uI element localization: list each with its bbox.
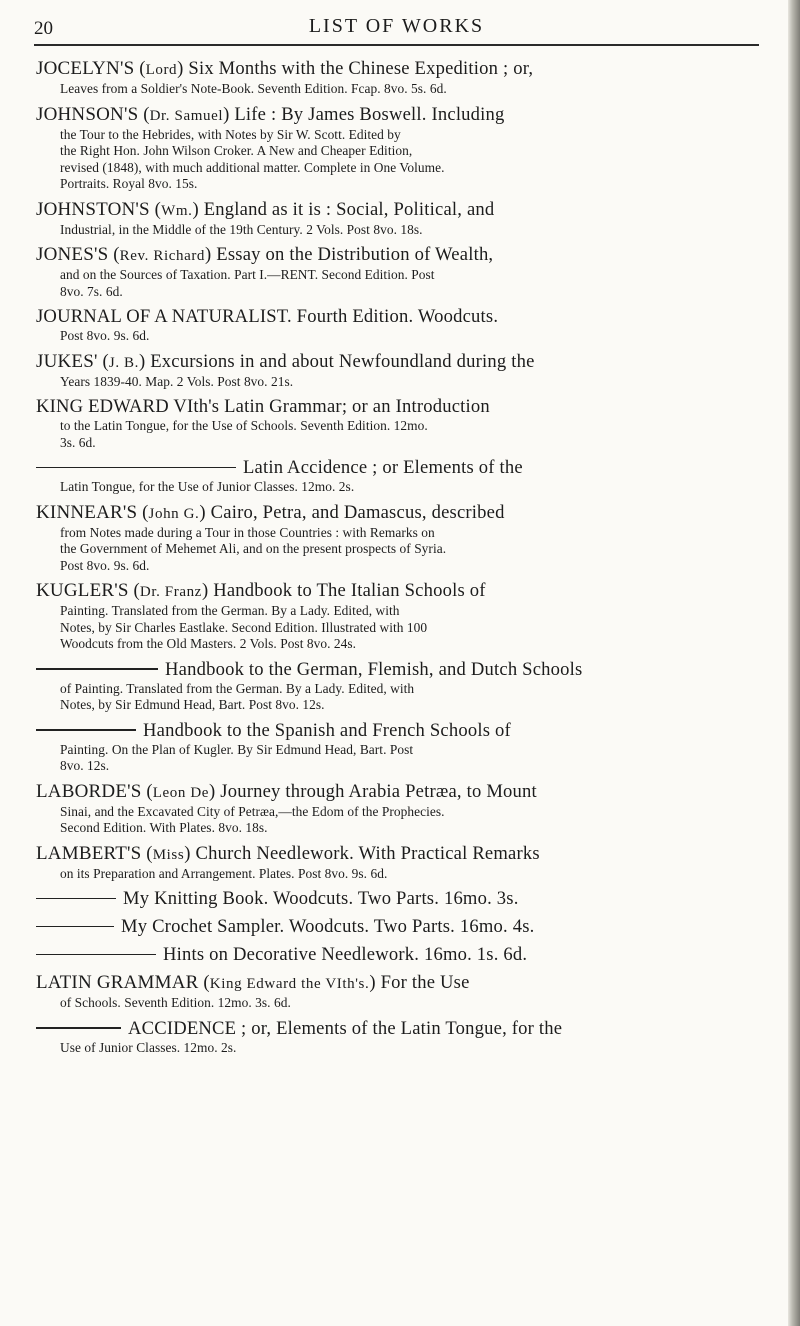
entry-title: My Crochet Sampler. Woodcuts. Two Parts. 16mo. 4s. xyxy=(121,916,535,937)
catalogue-entry: JUKES' (J. B.) Excursions in and about Newfoundland during the Years 1839-40. Map. 2 Vols. Post 8vo. 21s. xyxy=(36,351,756,391)
entry-description: to the Latin Tongue, for the Use of Schools. Seventh Edition. 12mo. xyxy=(60,418,428,433)
author-qualifier: J. B. xyxy=(108,354,139,371)
entry-description: Leaves from a Soldier's Note-Book. Seventh Edition. Fcap. 8vo. 5s. 6d. xyxy=(60,81,447,96)
entry-description: Painting. On the Plan of Kugler. By Sir Edmund Head, Bart. Post xyxy=(60,741,414,757)
entry-description: Painting. Translated from the German. By a Lady. Edited, with xyxy=(60,603,400,618)
entry-description: Post 8vo. 9s. 6d. xyxy=(60,328,150,343)
author-qualifier: Dr. Franz xyxy=(139,584,202,600)
entry-title: Latin Accidence ; or Elements of the xyxy=(243,457,523,478)
author-name: KUGLER'S xyxy=(36,580,129,601)
entry-description: of Schools. Seventh Edition. 12mo. 3s. 6d. xyxy=(60,995,291,1010)
catalogue-entry: LATIN GRAMMAR (King Edward the VIth's.) For the Use of Schools. Seventh Edition. 12mo. 3s. 6d. xyxy=(36,972,756,1012)
catalogue-entry xyxy=(36,457,756,496)
author-name: JUKES' xyxy=(36,350,98,372)
entry-title: My Knitting Book. Woodcuts. Two Parts. 16mo. 3s. xyxy=(123,888,519,909)
author-name: JOHNSON'S xyxy=(36,103,139,125)
catalogue-entry xyxy=(36,944,756,966)
entry-description: the Government of Mehemet Ali, and on the present prospects of Syria. xyxy=(60,541,447,556)
entry-title: For the Use xyxy=(375,972,470,993)
author-qualifier: Lord xyxy=(145,62,178,78)
catalogue-entry: JOHNSON'S (Dr. Samuel) Life : By James Boswell. Including the Tour to the Hebrides, with Notes by Sir W. Scott. Edited by the Right Hon. John Wilson Croker. A New and Cheaper Edition, revised (1848), with much additional matter. Complete in One Volume. Portraits. Royal 8vo. 15s. xyxy=(36,104,756,193)
entry-title: Six Months with the Chinese Expedition ; or, xyxy=(183,58,534,79)
entry-description: the Right Hon. John Wilson Croker. A New and Cheaper Edition, xyxy=(60,143,413,158)
catalogue-entries xyxy=(36,58,756,1056)
entry-title: Hints on Decorative Needlework. 16mo. 1s. 6d. xyxy=(163,944,528,965)
entry-description: 8vo. 7s. 6d. xyxy=(60,283,123,299)
ditto-rule xyxy=(36,668,158,670)
entry-title: Excursions in and about Newfoundland during the xyxy=(145,350,535,372)
catalogue-entry xyxy=(36,916,756,938)
catalogue-entry: JOHNSTON'S (Wm.) England as it is : Social, Political, and Industrial, in the Middle of the 19th Century. 2 Vols. Post 8vo. 18s. xyxy=(36,199,756,239)
entry-description: Use of Junior Classes. 12mo. 2s. xyxy=(60,1039,237,1055)
entry-description: Second Edition. With Plates. 8vo. 18s. xyxy=(60,820,268,835)
entry-title: Cairo, Petra, and Damascus, described xyxy=(205,501,505,523)
catalogue-entry xyxy=(36,659,756,714)
author-name: JOHNSTON'S xyxy=(36,198,150,220)
catalogue-entry: LABORDE'S (Leon De) Journey through Arabia Petræa, to Mount Sinai, and the Excavated City of Petræa,—the Edom of the Prophecies. Second Edition. With Plates. 8vo. 18s. xyxy=(36,781,756,837)
entry-description: on its Preparation and Arrangement. Plates. Post 8vo. 9s. 6d. xyxy=(60,865,388,881)
entry-description: 3s. 6d. xyxy=(60,434,96,450)
entry-description: Woodcuts from the Old Masters. 2 Vols. Post 8vo. 24s. xyxy=(60,636,357,651)
page-header xyxy=(34,10,759,46)
entry-description: revised (1848), with much additional matter. Complete in One Volume. xyxy=(60,159,445,175)
entry-description: Years 1839-40. Map. 2 Vols. Post 8vo. 21s. xyxy=(60,373,294,389)
author-qualifier: John G. xyxy=(148,505,200,522)
entry-description: Latin Tongue, for the Use of Junior Classes. 12mo. 2s. xyxy=(60,479,355,494)
entry-description: Sinai, and the Excavated City of Petræa,—the Edom of the Prophecies. xyxy=(60,803,445,819)
ditto-rule xyxy=(36,954,156,956)
entry-title: Essay on the Distribution of Wealth, xyxy=(211,244,494,265)
author-name: LAMBERT'S xyxy=(36,842,142,864)
author-name: LATIN GRAMMAR xyxy=(36,972,199,993)
entry-title: Handbook to the German, Flemish, and Dutch Schools xyxy=(165,658,583,680)
entry-description: and on the Sources of Taxation. Part I.—RENT. Second Edition. Post xyxy=(60,267,435,282)
catalogue-entry: KUGLER'S (Dr. Franz) Handbook to The Italian Schools of Painting. Translated from the German. By a Lady. Edited, with Notes, by Sir Charles Eastlake. Second Edition. Illustrated with 100 Woodcuts from the Old Masters. 2 Vols. Post 8vo. 24s. xyxy=(36,580,756,653)
catalogue-entry xyxy=(36,1018,756,1057)
entry-description: the Tour to the Hebrides, with Notes by Sir W. Scott. Edited by xyxy=(60,126,401,142)
ditto-rule xyxy=(36,729,136,731)
ditto-rule xyxy=(36,467,236,469)
catalogue-entry xyxy=(36,888,756,910)
entry-title: Journey through Arabia Petræa, to Mount xyxy=(215,780,537,802)
running-title: LIST OF WORKS xyxy=(308,15,485,37)
entry-description: Notes, by Sir Charles Eastlake. Second Edition. Illustrated with 100 xyxy=(60,619,428,635)
catalogue-entry: JOCELYN'S (Lord) Six Months with the Chinese Expedition ; or, Leaves from a Soldier's Note-Book. Seventh Edition. Fcap. 8vo. 5s. 6d. xyxy=(36,58,756,98)
author-name: JONES'S xyxy=(36,244,109,265)
author-qualifier: King Edward the VIth's. xyxy=(209,976,370,992)
ditto-rule xyxy=(36,1027,121,1029)
catalogue-entry: KINNEAR'S (John G.) Cairo, Petra, and Damascus, described from Notes made during a Tour in those Countries : with Remarks on the Government of Mehemet Ali, and on the present prospects of Syria. Post 8vo. 9s. 6d. xyxy=(36,502,756,575)
entry-title: KING EDWARD VIth's Latin Grammar; or an Introduction xyxy=(36,396,490,417)
entry-description: Industrial, in the Middle of the 19th Century. 2 Vols. Post 8vo. 18s. xyxy=(60,221,423,237)
entry-description: Notes, by Sir Edmund Head, Bart. Post 8vo. 12s. xyxy=(60,697,325,712)
page-number: 20 xyxy=(34,18,53,39)
ditto-rule xyxy=(36,926,114,928)
entry-title: JOURNAL OF A NATURALIST. Fourth Edition. Woodcuts. xyxy=(36,306,499,327)
catalogue-entry xyxy=(36,306,756,345)
author-qualifier: Wm. xyxy=(161,202,193,219)
author-qualifier: Miss xyxy=(152,846,185,863)
author-name: JOCELYN'S xyxy=(36,58,135,79)
book-gutter-shadow xyxy=(788,0,800,1326)
author-name: KINNEAR'S xyxy=(36,501,138,523)
ditto-rule xyxy=(36,898,116,900)
entry-title: England as it is : Social, Political, and xyxy=(198,198,495,220)
entry-title: ACCIDENCE ; or, Elements of the Latin Tongue, for the xyxy=(128,1017,563,1039)
entry-title: Handbook to the Spanish and French Schools of xyxy=(143,719,511,741)
author-qualifier: Rev. Richard xyxy=(119,248,206,264)
catalogue-entry: LAMBERT'S (Miss) Church Needlework. With Practical Remarks on its Preparation and Arrangement. Plates. Post 8vo. 9s. 6d. xyxy=(36,843,756,883)
entry-title: Church Needlework. With Practical Remarks xyxy=(190,842,540,864)
entry-title: Handbook to The Italian Schools of xyxy=(208,580,486,601)
entry-title: Life : By James Boswell. Including xyxy=(229,103,505,125)
catalogue-entry xyxy=(36,396,756,451)
catalogue-entry: JONES'S (Rev. Richard) Essay on the Distribution of Wealth, and on the Sources of Taxation. Part I.—RENT. Second Edition. Post 8vo. 7s. 6d. xyxy=(36,244,756,300)
entry-description: from Notes made during a Tour in those Countries : with Remarks on xyxy=(60,524,435,540)
entry-description: of Painting. Translated from the German. By a Lady. Edited, with xyxy=(60,680,415,696)
entry-description: Post 8vo. 9s. 6d. xyxy=(60,557,150,573)
author-qualifier: Leon De xyxy=(152,784,210,801)
catalogue-entry xyxy=(36,720,756,775)
entry-description: 8vo. 12s. xyxy=(60,758,110,773)
author-name: LABORDE'S xyxy=(36,780,142,802)
entry-description: Portraits. Royal 8vo. 15s. xyxy=(60,176,198,191)
author-qualifier: Dr. Samuel xyxy=(149,107,224,124)
